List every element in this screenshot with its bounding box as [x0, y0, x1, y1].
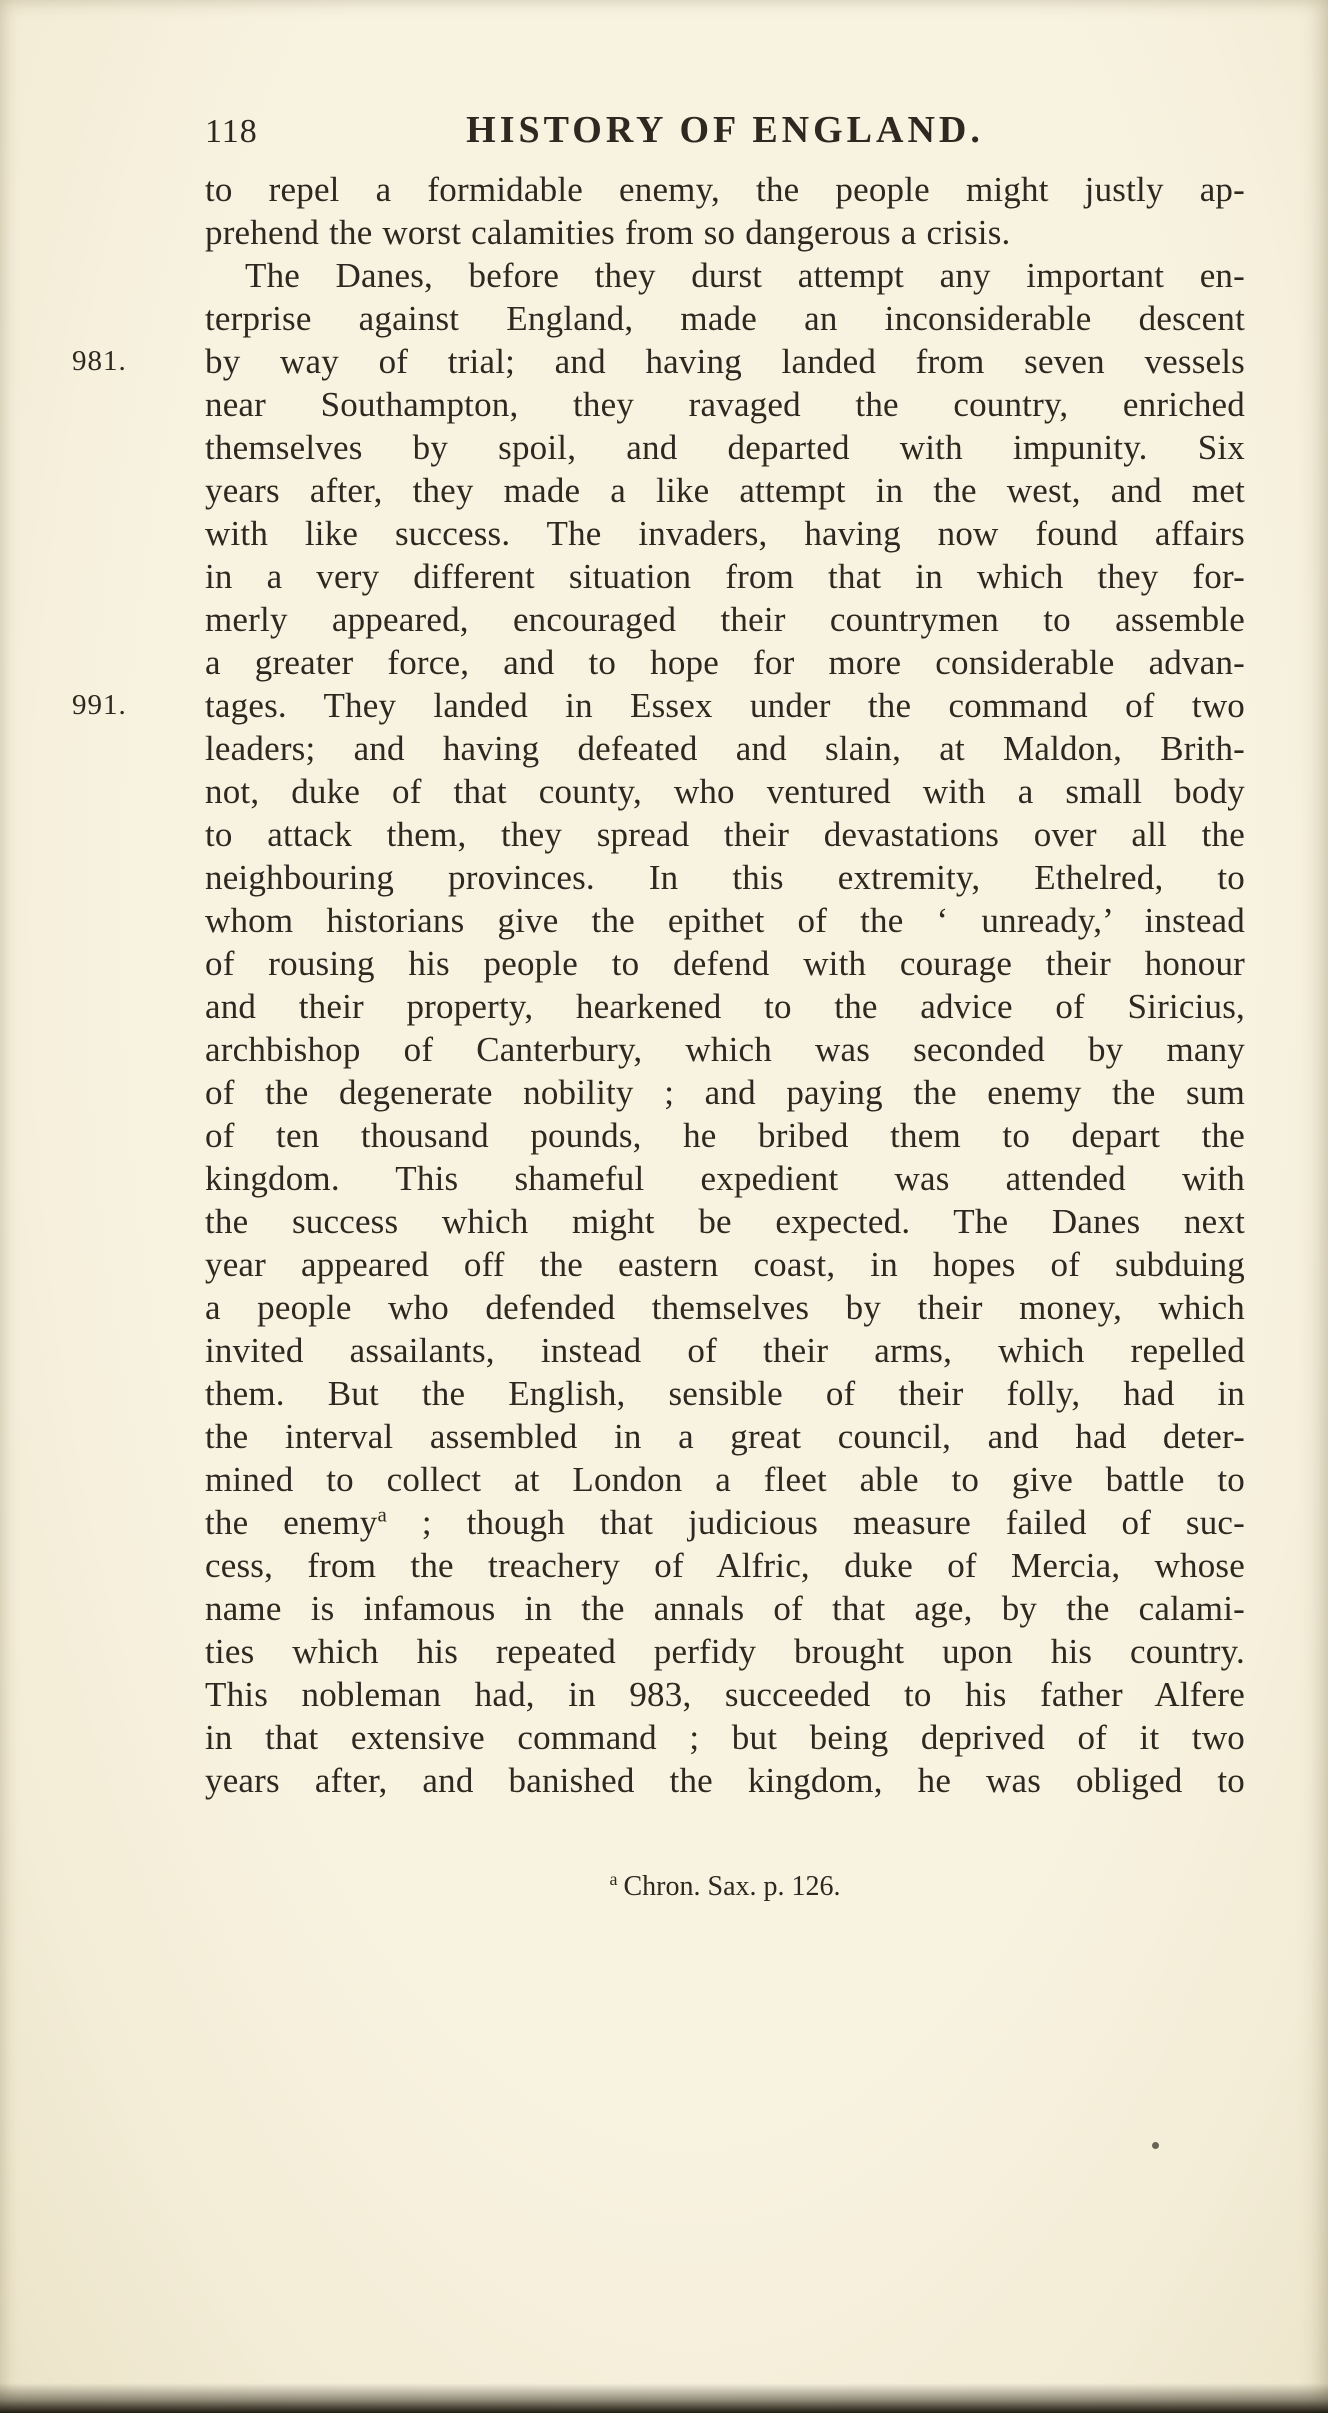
text-line: cess, from the treachery of Alfric, duke of Mercia, whose [205, 1546, 1245, 1585]
text-line [205, 1501, 1245, 1544]
text-line: merly appeared, encouraged their countrymen to assemble [205, 600, 1245, 639]
text-segment: the enemy [205, 1503, 378, 1542]
text-line: a people who defended themselves by their money, which [205, 1288, 1245, 1327]
text-line: ties which his repeated perfidy brought upon his country. [205, 1632, 1245, 1671]
text-line: name is infamous in the annals of that age, by the calami- [205, 1589, 1245, 1628]
text-line: whom historians give the epithet of the ‘ unready,’ instead [205, 901, 1245, 940]
footnote [205, 1870, 1245, 1904]
text-line: in that extensive command ; but being deprived of it two [205, 1718, 1245, 1757]
text-line: them. But the English, sensible of their folly, had in [205, 1374, 1245, 1413]
text-line: themselves by spoil, and departed with impunity. Six [205, 428, 1245, 467]
page-bottom-shadow [0, 2383, 1328, 2413]
text-line: and their property, hearkened to the advice of Siricius, [205, 987, 1245, 1026]
page-number: 118 [205, 113, 258, 150]
text-line: year appeared off the eastern coast, in hopes of subduing [205, 1245, 1245, 1284]
ink-speck [1152, 2142, 1159, 2149]
text-line: kingdom. This shameful expedient was attended with [205, 1159, 1245, 1198]
text-line: to repel a formidable enemy, the people might justly ap- [205, 170, 1245, 209]
text-line: This nobleman had, in 983, succeeded to his father Alfere [205, 1675, 1245, 1714]
text-line: terprise against England, made an inconsiderable descent [205, 299, 1245, 338]
text-line: the success which might be expected. The Danes next [205, 1202, 1245, 1241]
text-line: prehend the worst calamities from so dangerous a crisis. [205, 213, 1011, 252]
text-line: years after, and banished the kingdom, he was obliged to [205, 1761, 1245, 1800]
text-line: mined to collect at London a fleet able to give battle to [205, 1460, 1245, 1499]
text-line: to attack them, they spread their devastations over all the [205, 815, 1245, 854]
text-line: not, duke of that county, who ventured with a small body [205, 772, 1245, 811]
text-line: The Danes, before they durst attempt any important en- [245, 256, 1245, 295]
text-line: 991. tages. They landed in Essex under the command of two [72, 686, 1245, 725]
footnote-marker: a [609, 1868, 618, 1889]
text-line: 981. by way of trial; and having landed from seven vessels [72, 342, 1245, 381]
running-title: HISTORY OF ENGLAND. [466, 109, 984, 151]
text-line: of the degenerate nobility ; and paying the enemy the sum [205, 1073, 1245, 1112]
margin-year-note: 981. [72, 345, 127, 377]
text-line: years after, they made a like attempt in the west, and met [205, 471, 1245, 510]
body-lines [72, 168, 1246, 1802]
text-line: archbishop of Canterbury, which was seconded by many [205, 1030, 1245, 1069]
text-line: neighbouring provinces. In this extremity, Ethelred, to [205, 858, 1245, 897]
footnote-reference: a [377, 1502, 388, 1527]
text-line: a greater force, and to hope for more considerable advan- [205, 643, 1245, 682]
text-line: in a very different situation from that in which they for- [205, 557, 1245, 596]
margin-year-note: 991. [72, 689, 127, 721]
text-line: leaders; and having defeated and slain, at Maldon, Brith- [205, 729, 1245, 768]
text-line: the interval assembled in a great council, and had deter- [205, 1417, 1245, 1456]
text-line: with like success. The invaders, having now found affairs [205, 514, 1245, 553]
text-line: near Southampton, they ravaged the country, enriched [205, 385, 1245, 424]
footnote-text: Chron. Sax. p. 126. [623, 1871, 841, 1902]
page-header [205, 106, 1245, 158]
text-line: invited assailants, instead of their arms, which repelled [205, 1331, 1245, 1370]
text-segment: ; though that judicious measure failed of suc- [387, 1503, 1246, 1542]
text-line: of ten thousand pounds, he bribed them to depart the [205, 1116, 1245, 1155]
text-line: of rousing his people to defend with courage their honour [205, 944, 1245, 983]
